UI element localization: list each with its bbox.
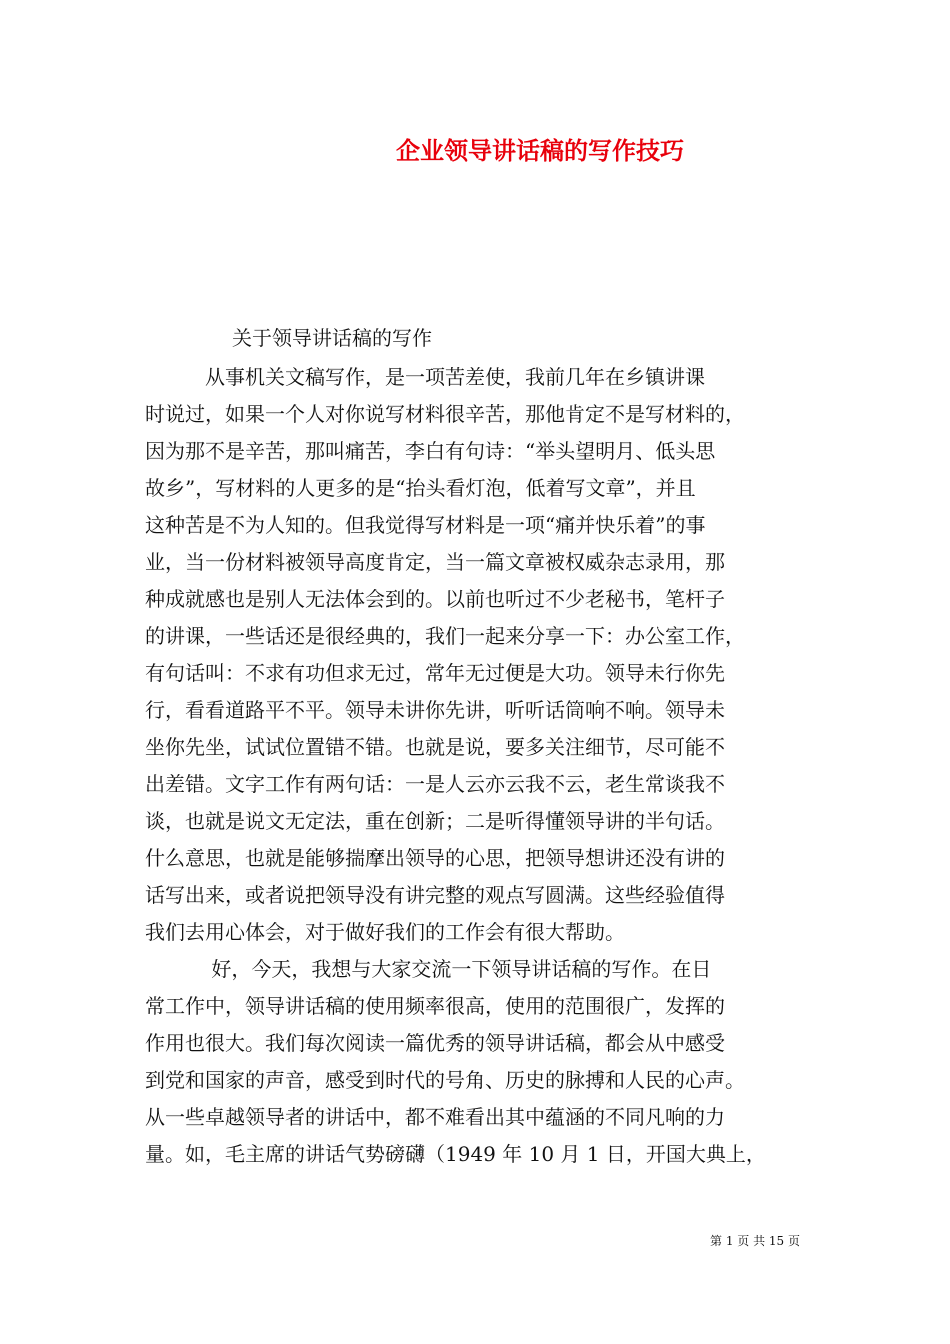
text-line: 坐你先坐，试试位置错不错。也就是说，要多关注细节，尽可能不 xyxy=(145,735,725,759)
text-line: 作用也很大。我们每次阅读一篇优秀的领导讲话稿，都会从中感受 xyxy=(145,1031,725,1055)
text-line: 种成就感也是别人无法体会到的。以前也听过不少老秘书，笔杆子 xyxy=(145,587,725,611)
text-line: 行，看看道路平不平。领导未讲你先讲，听听话筒响不响。领导未 xyxy=(145,698,725,722)
text-line: 什么意思，也就是能够揣摩出领导的心思，把领导想讲还没有讲的 xyxy=(145,846,725,870)
text-line: 谈，也就是说文无定法，重在创新；二是听得懂领导讲的半句话。 xyxy=(145,809,725,833)
text-line: 出差错。文字工作有两句话：一是人云亦云我不云，老生常谈我不 xyxy=(145,772,725,796)
page-footer: 第 1 页 共 15 页 xyxy=(710,1234,800,1248)
text-line: 因为那不是辛苦，那叫痛苦，李白有句诗：“举头望明月、低头思 xyxy=(145,439,716,463)
text-line: 业，当一份材料被领导高度肯定，当一篇文章被权威杂志录用，那 xyxy=(145,550,725,574)
text-line: 好，今天，我想与大家交流一下领导讲话稿的写作。在日 xyxy=(145,957,712,981)
text-line: 量。如，毛主席的讲话气势磅礴（1949 年 10 月 1 日，开国大典上， xyxy=(145,1142,766,1166)
document-title: 企业领导讲话稿的写作技巧 xyxy=(396,136,684,165)
text-line: 时说过，如果一个人对你说写材料很辛苦，那他肯定不是写材料的， xyxy=(145,402,745,426)
document-subtitle: 关于领导讲话稿的写作 xyxy=(232,326,432,350)
text-line: 我们去用心体会，对于做好我们的工作会有很大帮助。 xyxy=(145,920,625,944)
text-line: 故乡”，写材料的人更多的是“抬头看灯泡，低着写文章”，并且 xyxy=(145,476,696,500)
text-line: 的讲课，一些话还是很经典的，我们一起来分享一下：办公室工作， xyxy=(145,624,745,648)
text-line: 话写出来，或者说把领导没有讲完整的观点写圆满。这些经验值得 xyxy=(145,883,725,907)
text-line: 从事机关文稿写作，是一项苦差使，我前几年在乡镇讲课 xyxy=(145,365,705,389)
text-line: 有句话叫：不求有功但求无过，常年无过便是大功。领导未行你先 xyxy=(145,661,725,685)
text-line: 从一些卓越领导者的讲话中，都不难看出其中蕴涵的不同凡响的力 xyxy=(145,1105,725,1129)
body-text xyxy=(145,359,766,1173)
text-line: 到党和国家的声音，感受到时代的号角、历史的脉搏和人民的心声。 xyxy=(145,1068,745,1092)
text-line: 这种苦是不为人知的。但我觉得写材料是一项“痛并快乐着”的事 xyxy=(145,513,706,537)
text-line: 常工作中，领导讲话稿的使用频率很高，使用的范围很广，发挥的 xyxy=(145,994,725,1018)
